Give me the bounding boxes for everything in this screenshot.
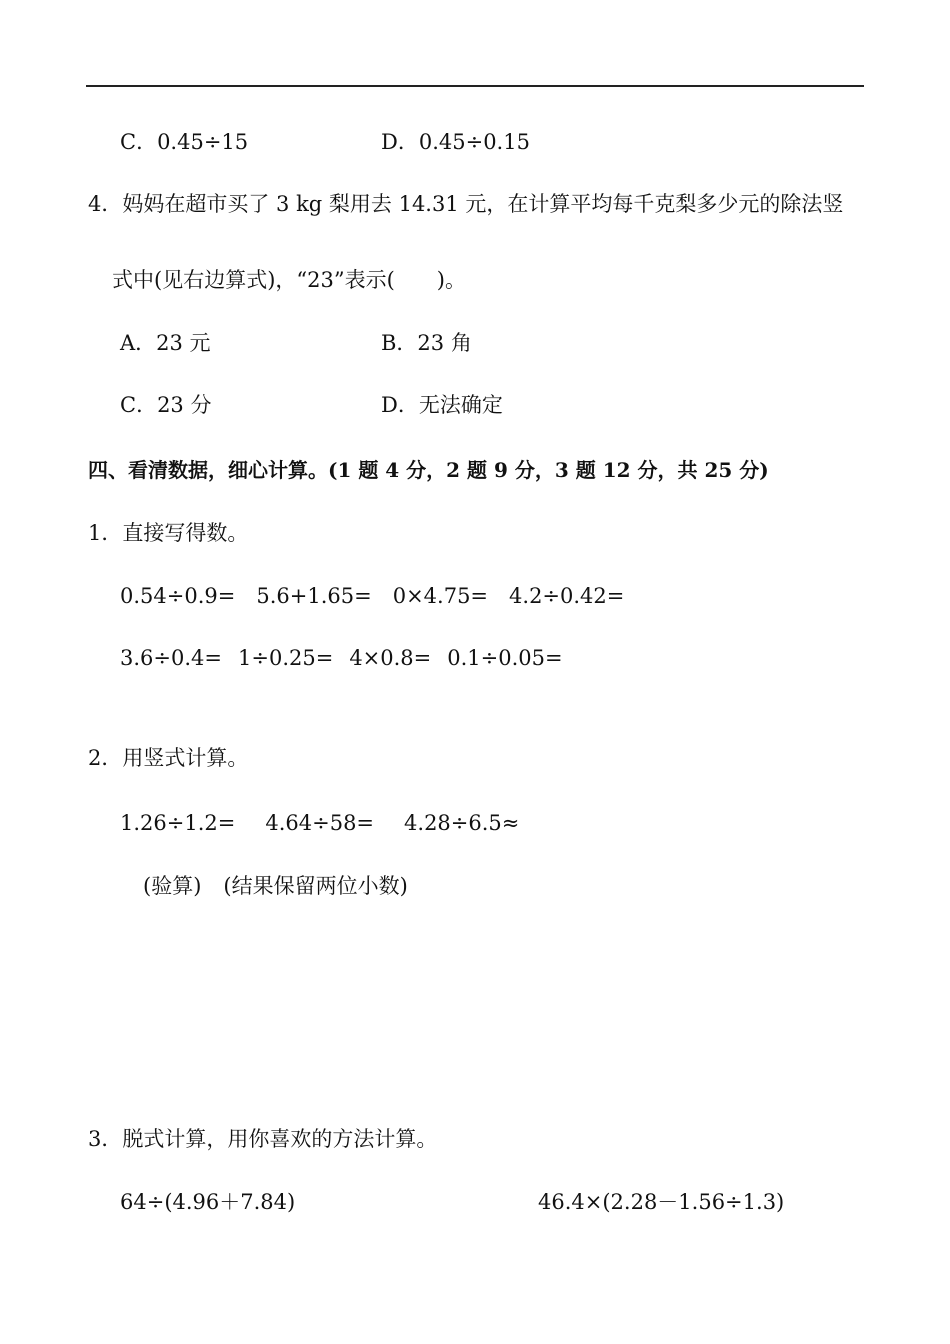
- q4-option-b: B．23 角: [381, 331, 472, 355]
- part3-expr2: 46.4×(2.28－1.56÷1.3): [538, 1190, 785, 1214]
- q4-option-d: D．无法确定: [381, 393, 503, 417]
- part2-notes: [143, 872, 408, 900]
- q4-option-a: A．23 元: [120, 331, 211, 355]
- calc-item: 0.1÷0.05=: [447, 646, 563, 670]
- q3-option-d: D．0.45÷0.15: [381, 130, 530, 154]
- section-heading: 四、看清数据，细心计算。(1 题 4 分，2 题 9 分，3 题 12 分，共 25 分): [88, 458, 769, 482]
- part2-title: 2．用竖式计算。: [88, 746, 249, 770]
- part1-row2: [120, 644, 563, 672]
- calc-item: 3.6÷0.4=: [120, 646, 222, 670]
- part3-title: 3．脱式计算，用你喜欢的方法计算。: [88, 1127, 438, 1151]
- q4-stem-line2: 式中(见右边算式)，“23”表示( )。: [112, 268, 466, 292]
- q4-option-c: C．23 分: [120, 393, 212, 417]
- rounding-note: (结果保留两位小数): [223, 874, 408, 898]
- calc-item: 0×4.75=: [392, 584, 489, 608]
- q3-option-c: C．0.45÷15: [120, 130, 249, 154]
- vertical-calc-item: 4.28÷6.5≈: [404, 811, 520, 835]
- calc-item: 0.54÷0.9=: [120, 584, 236, 608]
- vertical-calc-item: 1.26÷1.2=: [120, 811, 236, 835]
- part1-title: 1．直接写得数。: [88, 521, 249, 545]
- vertical-calc-item: 4.64÷58=: [265, 811, 375, 835]
- part1-row1: [120, 582, 624, 610]
- calc-item: 4.2÷0.42=: [509, 584, 625, 608]
- calc-item: 4×0.8=: [349, 646, 432, 670]
- calc-item: 5.6+1.65=: [256, 584, 372, 608]
- top-rule: [86, 85, 864, 87]
- verify-note: (验算): [143, 874, 202, 898]
- part2-items: [120, 809, 519, 837]
- q4-stem-line1: 4．妈妈在超市买了 3 kg 梨用去 14.31 元，在计算平均每千克梨多少元的除法竖: [88, 192, 844, 216]
- calc-item: 1÷0.25=: [238, 646, 334, 670]
- part3-expr1: 64÷(4.96＋7.84): [120, 1190, 296, 1214]
